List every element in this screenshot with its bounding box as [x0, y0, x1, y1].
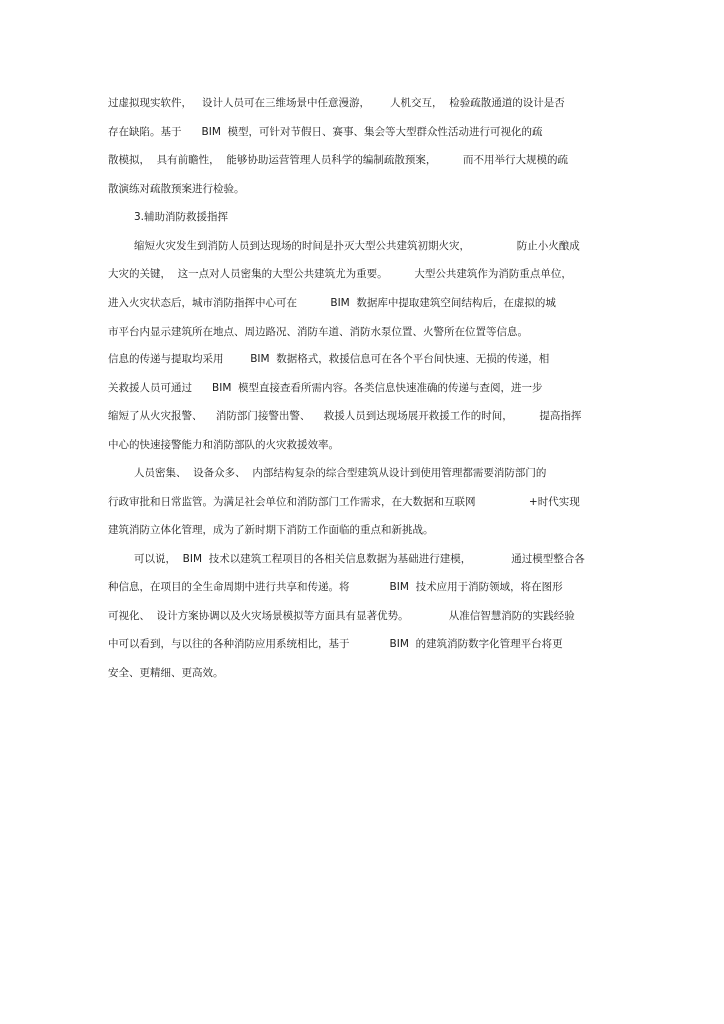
body-text-line: 关救援人员可通过 BIM 模型直接查看所需内容。各类信息快速准确的传递与查阅，进一步: [108, 382, 543, 394]
body-text-line: 进入火灾状态后，城市消防指挥中心可在 BIM 数据库中提取建筑空间结构后，在虚拟的城: [108, 297, 556, 309]
body-text-line: 缩短火灾发生到消防人员到达现场的时间是扑灭大型公共建筑初期火灾， 防止小火酿成: [134, 240, 580, 252]
body-text-line: 市平台内显示建筑所在地点、周边路况、消防车道、消防水泵位置、火警所在位置等信息。: [108, 326, 528, 338]
body-text-line: 信息的传递与提取均采用 BIM 数据格式，救援信息可在各个平台间快速、无损的传递，相: [108, 353, 550, 365]
body-text-line: 中心的快速接警能力和消防部队的火灾救援效率。: [108, 439, 339, 451]
body-text-line: 散演练对疏散预案进行检验。: [108, 183, 245, 195]
body-text-line: 安全、更精细、更高效。: [108, 667, 224, 679]
body-text-line: 中可以看到，与以往的各种消防应用系统相比，基于 BIM 的建筑消防数字化管理平台将更: [108, 638, 563, 650]
body-text-line: 缩短了从火灾报警、 消防部门接警出警、 救援人员到达现场展开救援工作的时间， 提高指挥: [108, 410, 582, 422]
body-text-line: 可视化、 设计方案协调以及火灾场景模拟等方面具有显著优势。 从准信智慧消防的实践经验: [108, 610, 575, 622]
body-text-line: 存在缺陷。基于 BIM 模型，可针对节假日、赛事、集会等大型群众性活动进行可视化的疏: [108, 126, 543, 138]
body-text-line: 大灾的关键， 这一点对人员密集的大型公共建筑尤为重要。 大型公共建筑作为消防重点单位，: [108, 268, 572, 280]
body-text-line: 行政审批和日常监管。为满足社会单位和消防部门工作需求，在大数据和互联网 +时代实现: [108, 496, 580, 508]
body-text-line: 散模拟， 具有前瞻性， 能够协助运营管理人员科学的编制疏散预案， 而不用举行大规模的疏: [108, 154, 569, 166]
section-heading: 3.辅助消防救援指挥: [134, 211, 229, 223]
body-text-line: 建筑消防立体化管理，成为了新时期下消防工作面临的重点和新挑战。: [108, 524, 434, 536]
body-text-line: 过虚拟现实软件， 设计人员可在三维场景中任意漫游， 人机交互， 检验疏散通道的设计是否: [108, 97, 565, 109]
body-text-line: 人员密集、 设备众多、 内部结构复杂的综合型建筑从设计到使用管理都需要消防部门的: [134, 467, 547, 479]
body-text-line: 可以说， BIM 技术以建筑工程项目的各相关信息数据为基础进行建模， 通过模型整合各: [134, 553, 585, 565]
body-text-line: 种信息，在项目的全生命周期中进行共享和传递。将 BIM 技术应用于消防领域，将在图形: [108, 581, 563, 593]
